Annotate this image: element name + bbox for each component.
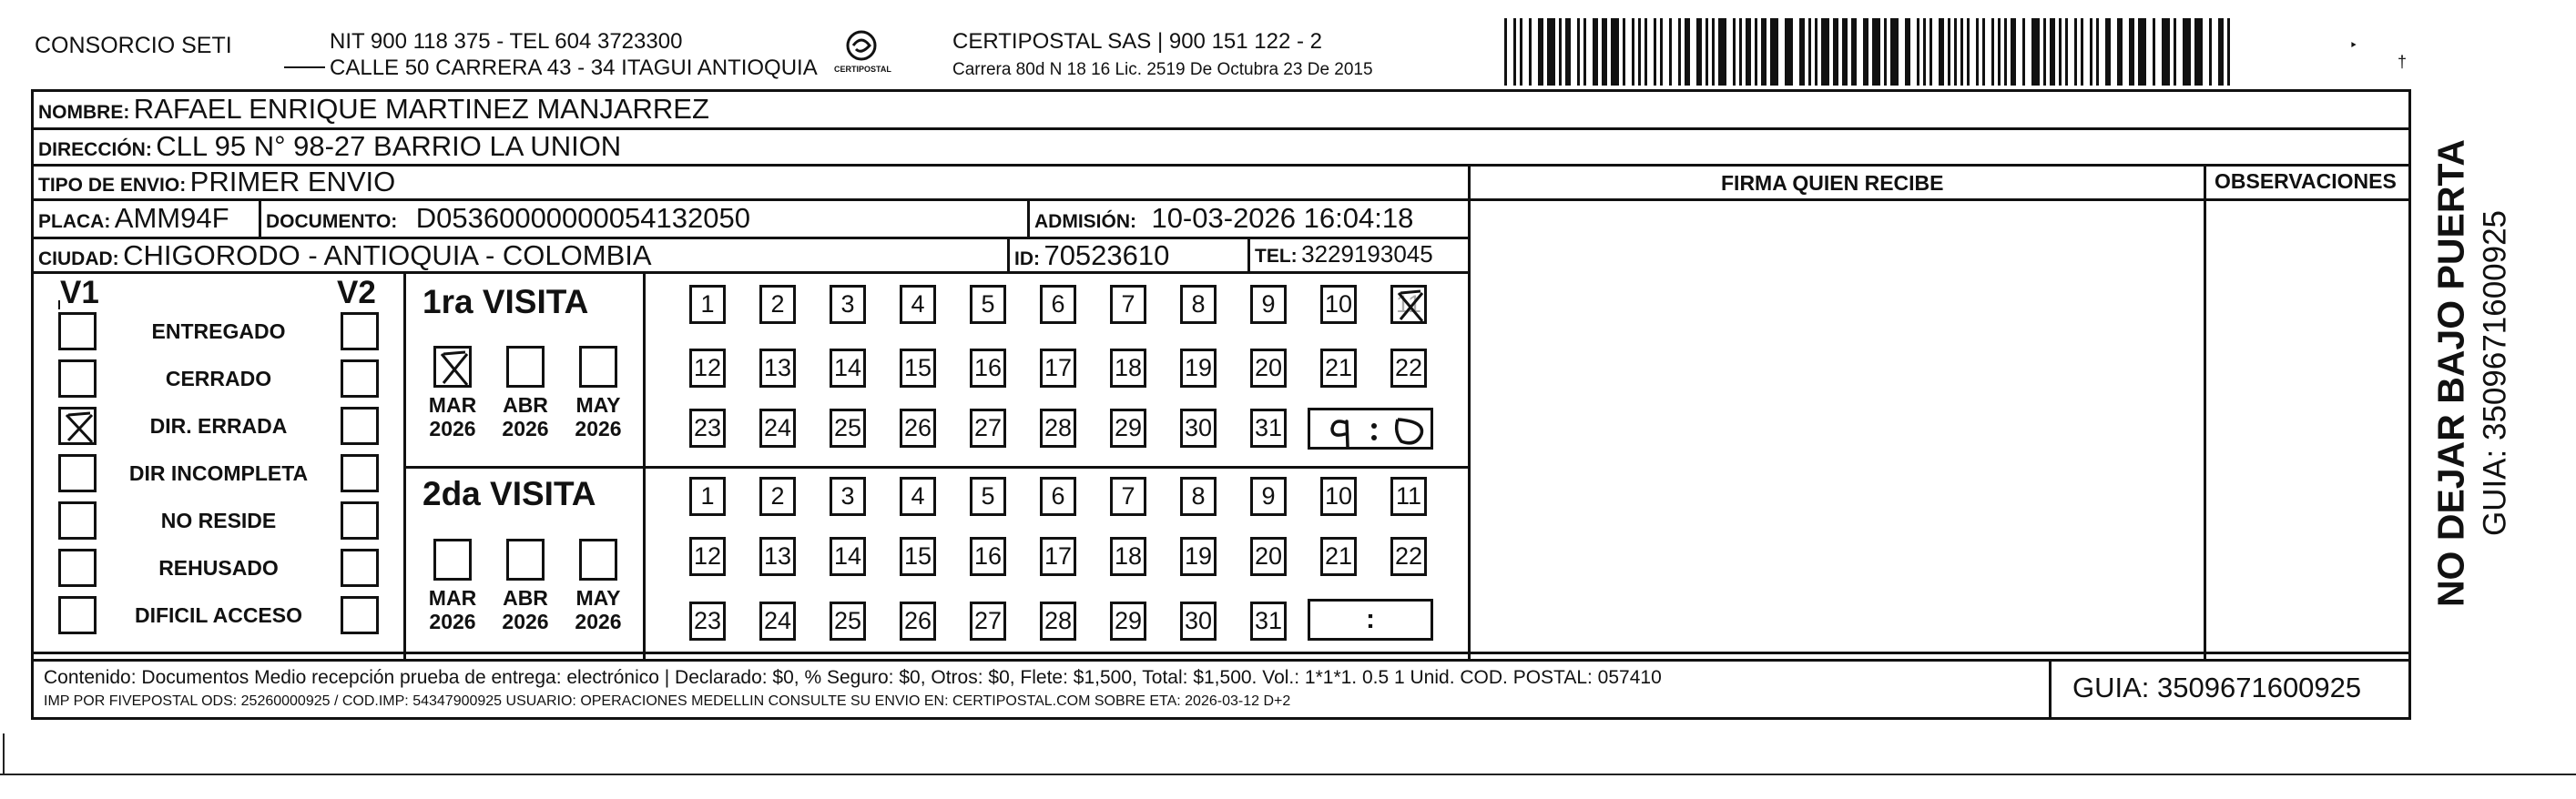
day-number: 28 [1044, 607, 1073, 634]
v2-label: V2 [337, 275, 376, 310]
sender-address: CALLE 50 CARRERA 43 - 34 ITAGUI ANTIOQUIA [330, 56, 818, 80]
day-box-18[interactable] [1110, 537, 1146, 576]
v1-status-checkbox[interactable] [58, 312, 97, 350]
certipostal-logo-icon [834, 27, 891, 78]
month-label [494, 393, 557, 441]
tel-field [1255, 242, 1433, 266]
status-option-label: REHUSADO [158, 556, 279, 580]
day-number: 2 [770, 290, 785, 318]
v1-label: V1 [60, 275, 99, 310]
footer-guia: GUIA: 3509671600925 [2072, 672, 2362, 703]
day-number: 16 [973, 354, 1003, 381]
day-box-20[interactable] [1250, 537, 1287, 576]
v1-status-checkbox[interactable] [58, 596, 97, 634]
day-box-2[interactable] [759, 285, 796, 324]
day-box-23[interactable] [689, 409, 726, 448]
day-box-8[interactable] [1180, 285, 1217, 324]
day-number: 24 [763, 607, 792, 634]
day-box-25[interactable] [830, 409, 866, 448]
month-year: 2026 [502, 610, 549, 634]
day-box-10[interactable] [1320, 477, 1357, 516]
day-number: 22 [1394, 542, 1423, 570]
address-value: CLL 95 N° 98-27 BARRIO LA UNION [156, 130, 622, 162]
day-number: 13 [763, 542, 792, 570]
day-box-15[interactable] [900, 349, 936, 388]
day-number: 7 [1121, 290, 1135, 318]
name-label: NOMBRE: [38, 102, 130, 123]
day-number: 23 [693, 414, 722, 441]
month-checkbox-may[interactable] [579, 346, 617, 388]
day-number: 18 [1114, 542, 1143, 570]
send-type-label: TIPO DE ENVIO: [38, 175, 187, 196]
month-label [421, 393, 484, 441]
visit2-time-box[interactable]: : [1308, 599, 1433, 641]
day-box-4[interactable] [900, 477, 936, 516]
day-box-23[interactable] [689, 602, 726, 641]
month-name: MAY [575, 586, 621, 610]
day-number: 19 [1184, 542, 1213, 570]
day-number: 30 [1184, 414, 1213, 441]
day-box-7[interactable] [1110, 285, 1146, 324]
day-box-8[interactable] [1180, 477, 1217, 516]
carrier-name: CERTIPOSTAL SAS | 900 151 122 - 2 [952, 29, 1322, 54]
id-value: 70523610 [1044, 239, 1170, 271]
day-box-17[interactable] [1040, 349, 1076, 388]
side-guia: GUIA: 3509671600925 [2477, 209, 2513, 537]
day-number: 7 [1121, 482, 1135, 510]
day-number: 27 [973, 414, 1003, 441]
day-box-10[interactable] [1320, 285, 1357, 324]
day-box-19[interactable] [1180, 537, 1217, 576]
day-number: 24 [763, 414, 792, 441]
name-field [38, 95, 709, 123]
month-year: 2026 [575, 610, 622, 634]
day-number: 11 [1395, 482, 1422, 510]
city-label: CIUDAD: [38, 248, 119, 269]
v2-status-checkbox[interactable] [341, 312, 379, 350]
day-box-9[interactable] [1250, 477, 1287, 516]
day-box-5[interactable] [970, 477, 1006, 516]
id-label: ID: [1014, 248, 1040, 269]
month-year: 2026 [502, 417, 549, 441]
day-box-17[interactable] [1040, 537, 1076, 576]
name-value: RAFAEL ENRIQUE MARTINEZ MANJARREZ [133, 93, 709, 125]
day-number: 19 [1184, 354, 1213, 381]
day-box-27[interactable] [970, 602, 1006, 641]
day-box-6[interactable] [1040, 285, 1076, 324]
day-box-13[interactable] [759, 537, 796, 576]
barcode [1504, 15, 2233, 87]
month-name: MAY [575, 393, 621, 417]
month-name: MAR [428, 393, 477, 417]
day-number: 4 [911, 290, 925, 318]
day-box-12[interactable] [689, 349, 726, 388]
day-box-26[interactable] [900, 602, 936, 641]
carrier-address: Carrera 80d N 18 16 Lic. 2519 De Octubra 23 De 2015 [952, 60, 1373, 79]
day-number: 10 [1324, 482, 1353, 510]
handwritten-check-mark-icon [436, 349, 474, 390]
month-checkbox-mar[interactable] [433, 539, 472, 581]
v2-status-checkbox[interactable] [341, 454, 379, 492]
day-box-31[interactable] [1250, 602, 1287, 641]
day-box-30[interactable] [1180, 409, 1217, 448]
day-number: 21 [1324, 354, 1353, 381]
month-checkbox-may[interactable] [579, 539, 617, 581]
day-box-2[interactable] [759, 477, 796, 516]
v1-status-checkbox[interactable] [58, 359, 97, 398]
company-name: CONSORCIO SETI [35, 33, 232, 58]
city-value: CHIGORODO - ANTIOQUIA - COLOMBIA [123, 239, 652, 271]
signature-header: FIRMA QUIEN RECIBE [1721, 171, 1944, 195]
day-number: 12 [693, 354, 722, 381]
document-value: D05360000000054132050 [415, 202, 750, 234]
day-number: 31 [1254, 607, 1283, 634]
status-option-label: DIR. ERRADA [149, 414, 288, 438]
day-box-3[interactable] [830, 285, 866, 324]
day-number: 28 [1044, 414, 1073, 441]
v2-status-checkbox[interactable] [341, 596, 379, 634]
day-number: 29 [1114, 414, 1143, 441]
day-box-13[interactable] [759, 349, 796, 388]
day-number: 20 [1254, 542, 1283, 570]
day-box-11[interactable] [1390, 477, 1427, 516]
tel-value: 3229193045 [1301, 240, 1433, 268]
status-option-label: ENTREGADO [151, 319, 286, 343]
day-number: 26 [903, 414, 932, 441]
day-number: 8 [1191, 290, 1206, 318]
day-box-28[interactable] [1040, 409, 1076, 448]
day-box-25[interactable] [830, 602, 866, 641]
day-number: 4 [911, 482, 925, 510]
day-box-27[interactable] [970, 409, 1006, 448]
day-box-14[interactable] [830, 537, 866, 576]
month-label [566, 393, 630, 441]
month-year: 2026 [575, 417, 622, 441]
observations-header: OBSERVACIONES [2215, 169, 2397, 193]
day-box-12[interactable] [689, 537, 726, 576]
day-number: 6 [1051, 482, 1065, 510]
admission-label: ADMISIÓN: [1034, 211, 1136, 232]
month-label [421, 586, 484, 634]
day-number: 27 [973, 607, 1003, 634]
month-name: ABR [503, 393, 548, 417]
day-number: 6 [1051, 290, 1065, 318]
day-box-19[interactable] [1180, 349, 1217, 388]
day-box-29[interactable] [1110, 409, 1146, 448]
v1-status-checkbox[interactable] [58, 501, 97, 540]
handwritten-check-mark-icon [61, 410, 99, 448]
day-number: 25 [833, 414, 862, 441]
day-box-30[interactable] [1180, 602, 1217, 641]
day-box-18[interactable] [1110, 349, 1146, 388]
scan-mark-icon: ‣ [2349, 38, 2358, 54]
day-number: 31 [1254, 414, 1283, 441]
day-number: 26 [903, 607, 932, 634]
day-number: 22 [1394, 354, 1423, 381]
day-box-22[interactable] [1390, 537, 1427, 576]
nit-tel: NIT 900 118 375 - TEL 604 3723300 [330, 29, 683, 54]
visit2-title: 2da VISITA [423, 475, 596, 512]
document-field [266, 204, 750, 232]
day-number: 1 [700, 482, 715, 510]
day-number: 10 [1324, 290, 1353, 318]
v1-status-checkbox[interactable] [58, 407, 97, 445]
day-number: 14 [833, 354, 862, 381]
visit1-time-handwriting [1310, 410, 1436, 452]
day-number: 14 [833, 542, 862, 570]
day-number: 9 [1261, 482, 1276, 510]
v2-status-checkbox[interactable] [341, 407, 379, 445]
day-box-11[interactable] [1390, 285, 1427, 324]
day-number: 3 [840, 290, 855, 318]
dash-mark [284, 66, 325, 68]
month-year: 2026 [429, 417, 476, 441]
v2-status-checkbox[interactable] [341, 359, 379, 398]
day-number: 3 [840, 482, 855, 510]
v2-status-checkbox[interactable] [341, 549, 379, 587]
day-number: 20 [1254, 354, 1283, 381]
status-option-label: NO RESIDE [160, 509, 277, 532]
day-box-9[interactable] [1250, 285, 1287, 324]
day-number: 2 [770, 482, 785, 510]
city-field [38, 241, 652, 269]
day-box-21[interactable] [1320, 349, 1357, 388]
v2-status-checkbox[interactable] [341, 501, 379, 540]
month-checkbox-mar[interactable] [433, 346, 472, 388]
admission-value: 10-03-2026 16:04:18 [1151, 202, 1414, 234]
plate-value: AMM94F [114, 202, 229, 234]
day-box-5[interactable] [970, 285, 1006, 324]
v1-status-checkbox[interactable] [58, 549, 97, 587]
day-box-1[interactable] [689, 477, 726, 516]
footer-content: Contenido: Documentos Medio recepción prueba de entrega: electrónico | Declarado: $0, % Seguro: $0, Otros: $0, Flete: $1,500, Total: $1,500. Vol.: 1*1*1. 0.5 1 Unid. COD. POSTAL: 057410 [44, 667, 1662, 688]
day-number: 15 [903, 354, 932, 381]
month-checkbox-abr[interactable] [506, 539, 545, 581]
tel-label: TEL: [1255, 246, 1298, 267]
admission-field [1034, 204, 1413, 232]
day-box-14[interactable] [830, 349, 866, 388]
day-number: 17 [1044, 354, 1073, 381]
day-number: 21 [1324, 542, 1353, 570]
day-number: 29 [1114, 607, 1143, 634]
status-option-label: CERRADO [165, 367, 272, 390]
day-number: 16 [973, 542, 1003, 570]
day-number: 11 [1395, 290, 1422, 318]
status-option-label: DIFICIL ACCESO [134, 603, 302, 627]
day-box-31[interactable] [1250, 409, 1287, 448]
day-box-7[interactable] [1110, 477, 1146, 516]
day-box-26[interactable] [900, 409, 936, 448]
month-year: 2026 [429, 610, 476, 634]
page-edge [0, 774, 2576, 775]
day-number: 30 [1184, 607, 1213, 634]
visit1-title: 1ra VISITA [423, 283, 589, 320]
day-number: 12 [693, 542, 722, 570]
logo-text: CERTIPOSTAL [834, 65, 891, 74]
day-box-29[interactable] [1110, 602, 1146, 641]
send-type-field [38, 167, 395, 196]
day-box-3[interactable] [830, 477, 866, 516]
month-label [566, 586, 630, 634]
send-type-value: PRIMER ENVIO [189, 166, 396, 197]
visit1-time-box[interactable] [1308, 408, 1433, 450]
plate-label: PLACA: [38, 211, 111, 232]
day-number: 25 [833, 607, 862, 634]
day-number: 5 [981, 482, 995, 510]
day-number: 18 [1114, 354, 1143, 381]
address-label: DIRECCIÓN: [38, 139, 152, 160]
month-checkbox-abr[interactable] [506, 346, 545, 388]
day-box-21[interactable] [1320, 537, 1357, 576]
day-box-6[interactable] [1040, 477, 1076, 516]
day-box-22[interactable] [1390, 349, 1427, 388]
day-box-4[interactable] [900, 285, 936, 324]
id-field [1014, 241, 1169, 269]
day-number: 5 [981, 290, 995, 318]
handwritten-check-mark-icon [1393, 288, 1430, 327]
day-number: 13 [763, 354, 792, 381]
plate-field [38, 204, 229, 232]
day-box-20[interactable] [1250, 349, 1287, 388]
day-box-16[interactable] [970, 349, 1006, 388]
day-box-28[interactable] [1040, 602, 1076, 641]
day-box-24[interactable] [759, 409, 796, 448]
day-number: 1 [700, 290, 715, 318]
footer-imp: IMP POR FIVEPOSTAL ODS: 25260000925 / COD.IMP: 54347900925 USUARIO: OPERACIONES MEDELLIN CONSULTE SU ENVIO EN: CERTIPOSTAL.COM SOBRE ETA: 2026-03-12 D+2 [44, 693, 1291, 709]
status-option-label: DIR INCOMPLETA [128, 461, 309, 485]
v1-status-checkbox[interactable] [58, 454, 97, 492]
day-number: 8 [1191, 482, 1206, 510]
month-name: MAR [428, 586, 477, 610]
address-field [38, 132, 621, 160]
day-number: 23 [693, 607, 722, 634]
document-label: DOCUMENTO: [266, 211, 398, 232]
month-label [494, 586, 557, 634]
day-box-24[interactable] [759, 602, 796, 641]
day-box-16[interactable] [970, 537, 1006, 576]
day-box-1[interactable] [689, 285, 726, 324]
day-number: 17 [1044, 542, 1073, 570]
month-name: ABR [503, 586, 548, 610]
scan-mark2-icon: † [2398, 53, 2408, 71]
day-box-15[interactable] [900, 537, 936, 576]
day-number: 15 [903, 542, 932, 570]
side-warning: NO DEJAR BAJO PUERTA [2429, 138, 2472, 608]
day-number: 9 [1261, 290, 1276, 318]
